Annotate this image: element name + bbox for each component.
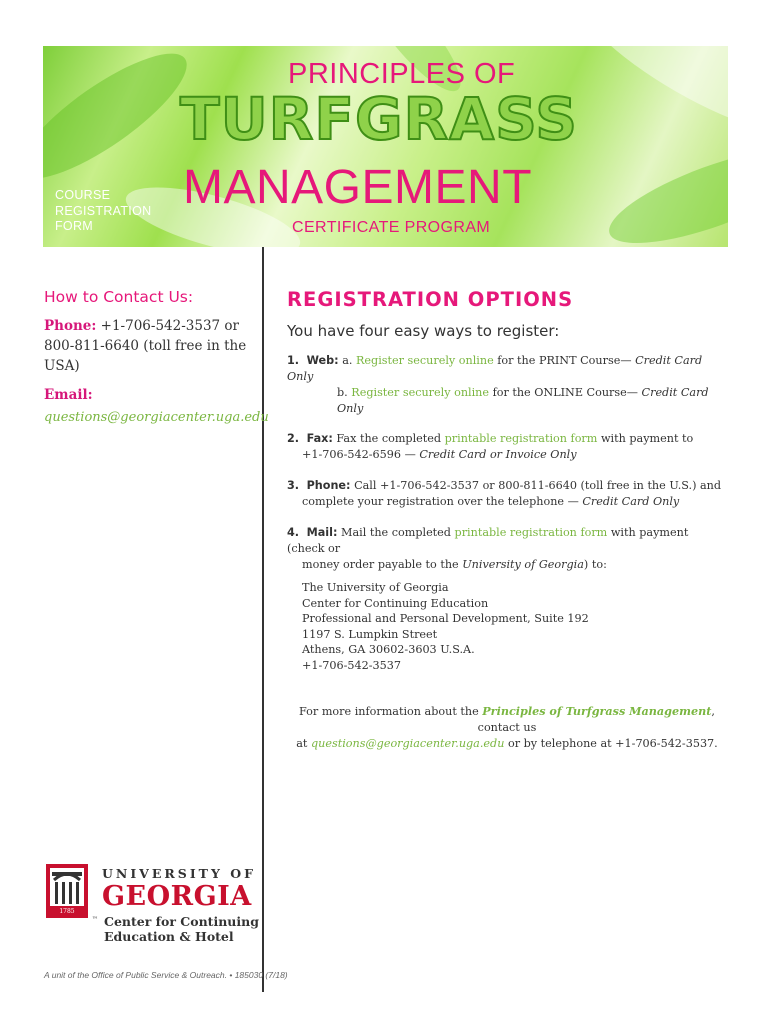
register-print-link[interactable]: Register securely online: [355, 354, 494, 367]
registration-column: [287, 288, 727, 752]
address-line: Athens, GA 30602-3603 U.S.A.: [302, 643, 475, 656]
center-name: Center for Continuing Education & Hotel: [104, 914, 259, 944]
mailing-address: [287, 580, 727, 673]
registration-heading: REGISTRATION OPTIONS: [287, 288, 574, 311]
grass-decoration: [43, 46, 202, 198]
register-online-link[interactable]: Register securely online: [351, 386, 490, 399]
title-turfgrass: TURFGRASS: [180, 85, 579, 153]
title-principles-of: PRINCIPLES OF: [288, 58, 516, 90]
course-name: Principles of Turfgrass Management: [482, 704, 712, 718]
phone-label: Phone:: [44, 318, 97, 334]
registration-subheading: You have four easy ways to register:: [287, 322, 560, 340]
option-phone: 3. Phone: Call +1-706-542-3537 or 800-811-6640 (toll free in the U.S.) and complete your registration over the telephone — Credit Card Only: [287, 479, 722, 508]
option-mail: 4. Mail: Mail the completed printable registration form with payment (check or money order payable to the University of Georgia) to:: [287, 526, 689, 571]
fax-form-link[interactable]: printable registration form: [444, 432, 598, 445]
contact-heading: How to Contact Us:: [44, 288, 194, 306]
title-management: MANAGEMENT: [183, 161, 533, 214]
more-info-email-link[interactable]: questions@georgiacenter.uga.edu: [310, 737, 505, 750]
address-line: +1-706-542-3537: [302, 658, 402, 672]
address-line: 1197 S. Lumpkin Street: [302, 627, 438, 641]
column-divider: [262, 247, 264, 992]
address-line: The University of Georgia: [302, 581, 449, 594]
contact-email-label: Email:: [44, 387, 93, 403]
arch-icon: [42, 858, 92, 922]
title-certificate-program: CERTIFICATE PROGRAM: [292, 219, 491, 236]
trademark-mark: ™: [92, 916, 98, 923]
address-line: Professional and Personal Development, Suite 192: [302, 612, 589, 625]
contact-phone: [44, 316, 254, 376]
contact-column: [44, 288, 269, 428]
address-line: Center for Continuing Education: [302, 596, 489, 610]
email-link[interactable]: questions@georgiacenter.uga.edu: [44, 410, 269, 425]
university-of-text: UNIVERSITY OF: [102, 866, 257, 881]
more-information: For more information about the Principles of Turfgrass Management, contact us at questions@georgiacenter.uga.edu or by telephone at +1-706-542-3537.: [296, 704, 718, 750]
svg-text:1785: 1785: [59, 908, 75, 915]
mail-form-link[interactable]: printable registration form: [454, 526, 608, 539]
georgia-wordmark: GEORGIA: [102, 881, 252, 912]
grass-decoration: [599, 130, 728, 247]
grass-decoration: [563, 46, 728, 156]
footer-note: A unit of the Office of Public Service & Outreach. • 185030 (7/18): [44, 970, 288, 980]
course-registration-form-label: COURSE REGISTRATION FORM: [55, 188, 152, 233]
contact-email: [44, 407, 269, 428]
option-web: 1. Web: a. Register securely online for the PRINT Course— Credit Card Only b. Register securely online for the ONLINE Course— Credit Card Only: [287, 354, 709, 415]
option-fax: 2. Fax: Fax the completed printable registration form with payment to +1-706-542-6596 — Credit Card or Invoice Only: [287, 432, 694, 461]
phone-value: +1-706-542-3537 or 800-811-6640 (toll free in the USA): [44, 318, 247, 374]
